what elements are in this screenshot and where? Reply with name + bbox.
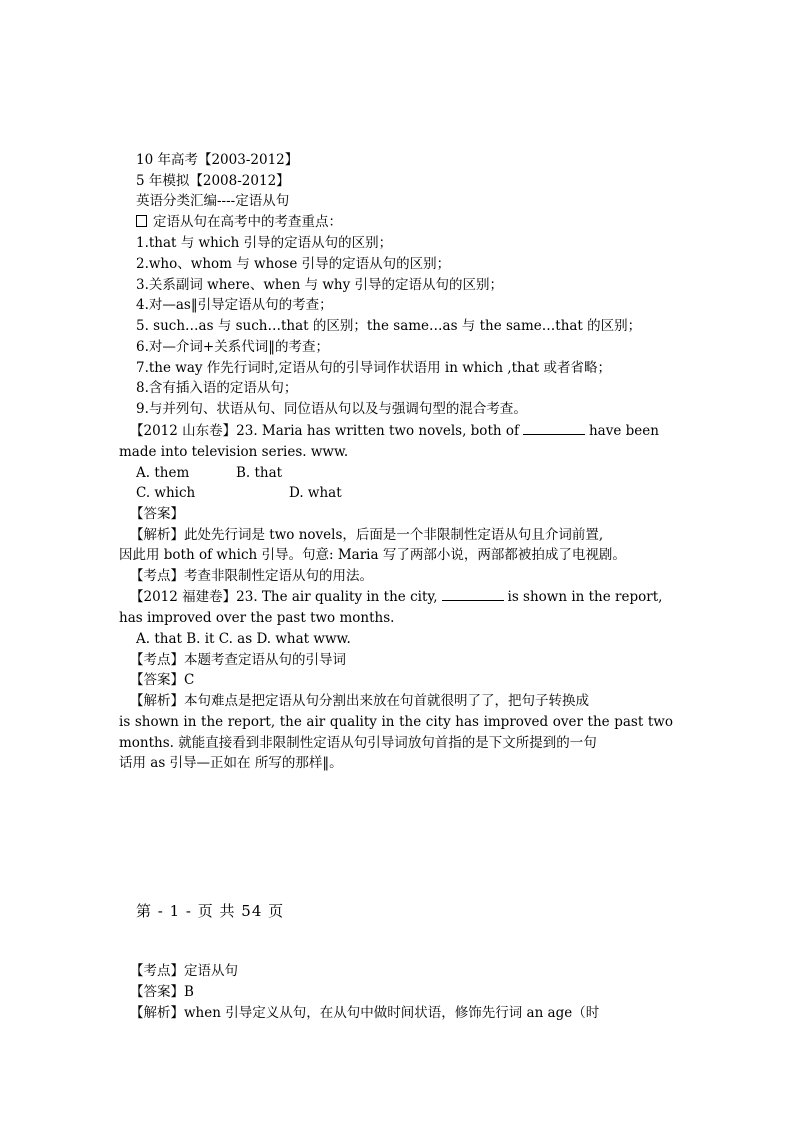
q2-analysis-4: 话用 as 引导—正如在 所写的那样‖。 <box>119 755 343 771</box>
next-point: 【考点】定语从句 <box>130 963 238 979</box>
point-6: 6.对—介词+关系代词‖的考查； <box>136 339 329 355</box>
q1-analysis-1: 【解析】此处先行词是 two novels，后面是一个非限制性定语从句且介词前置, <box>130 527 604 543</box>
q1-option-b: B. that <box>236 465 283 481</box>
q2-analysis-2: is shown in the report, the air quality in the city has improved over the past two <box>119 714 673 730</box>
next-answer: 【答案】B <box>130 984 194 1000</box>
q1-answer: 【答案】 <box>130 506 184 522</box>
checkbox-glyph-icon <box>136 215 147 227</box>
q1-options-row-2 <box>136 483 342 503</box>
intro-title <box>136 212 342 232</box>
q2-point: 【考点】本题考查定语从句的引导词 <box>130 652 346 668</box>
q1-blank <box>523 421 585 435</box>
point-9: 9.与并列句、状语从句、同位语从句以及与强调句型的混合考查。 <box>136 401 527 417</box>
point-4: 4.对—as‖引导定语从句的考查； <box>136 297 333 313</box>
point-1: 1.that 与 which 引导的定语从句的区别； <box>136 235 393 251</box>
header-line-2: 5 年模拟【2008-2012】 <box>136 173 290 189</box>
q1-option-a: A. them <box>136 465 190 481</box>
point-8: 8.含有插入语的定语从句； <box>136 380 298 396</box>
intro-title-text: 定语从句在高考中的考查重点： <box>153 214 342 230</box>
q1-stem-part-a: 【2012 山东卷】23. Maria has written two novels, both of <box>130 423 519 439</box>
point-7: 7.the way 作先行词时,定语从句的引导词作状语用 in which ,that 或者省略； <box>136 360 611 376</box>
q1-analysis-2: 因此用 both of which 引导。句意: Maria 写了两部小说，两部都被拍成了电视剧。 <box>119 547 626 563</box>
page-footer: 第 - 1 - 页 共 54 页 <box>136 902 285 920</box>
q1-option-c: C. which <box>136 485 196 501</box>
q2-blank <box>442 587 504 601</box>
q2-analysis-1: 【解析】本句难点是把定语从句分割出来放在句首就很明了了，把句子转换成 <box>130 693 589 709</box>
q1-stem-line-2: made into television series. www. <box>119 444 349 460</box>
q2-stem-line-2: has improved over the past two months. <box>119 610 395 626</box>
point-5: 5. such…as 与 such…that 的区别；the same…as 与 the same…that 的区别； <box>136 318 642 334</box>
q2-stem <box>130 587 673 607</box>
next-analysis: 【解析】when 引导定义从句，在从句中做时间状语，修饰先行词 an age（时 <box>130 1005 600 1021</box>
header-line-1: 10 年高考【2003-2012】 <box>136 152 299 168</box>
q1-options-row-1 <box>136 463 282 483</box>
q1-point: 【考点】考查非限制性定语从句的用法。 <box>130 568 373 584</box>
q2-answer: 【答案】C <box>130 672 195 688</box>
header-line-3: 英语分类汇编----定语从句 <box>136 193 290 209</box>
q1-option-d: D. what <box>289 485 342 501</box>
q2-options: A. that B. it C. as D. what www. <box>136 631 351 647</box>
q2-stem-part-b: is shown in the report, <box>507 589 663 605</box>
q2-analysis-3: months. 就能直接看到非限制性定语从句引导词放句首指的是下文所提到的一句 <box>119 735 597 751</box>
q1-stem <box>130 421 673 441</box>
point-2: 2.who、whom 与 whose 引导的定语从句的区别； <box>136 256 451 272</box>
point-3: 3.关系副词 where、when 与 why 引导的定语从句的区别； <box>136 277 504 293</box>
q2-stem-part-a: 【2012 福建卷】23. The air quality in the city, <box>130 589 438 605</box>
q1-stem-part-b: have been <box>588 423 659 439</box>
